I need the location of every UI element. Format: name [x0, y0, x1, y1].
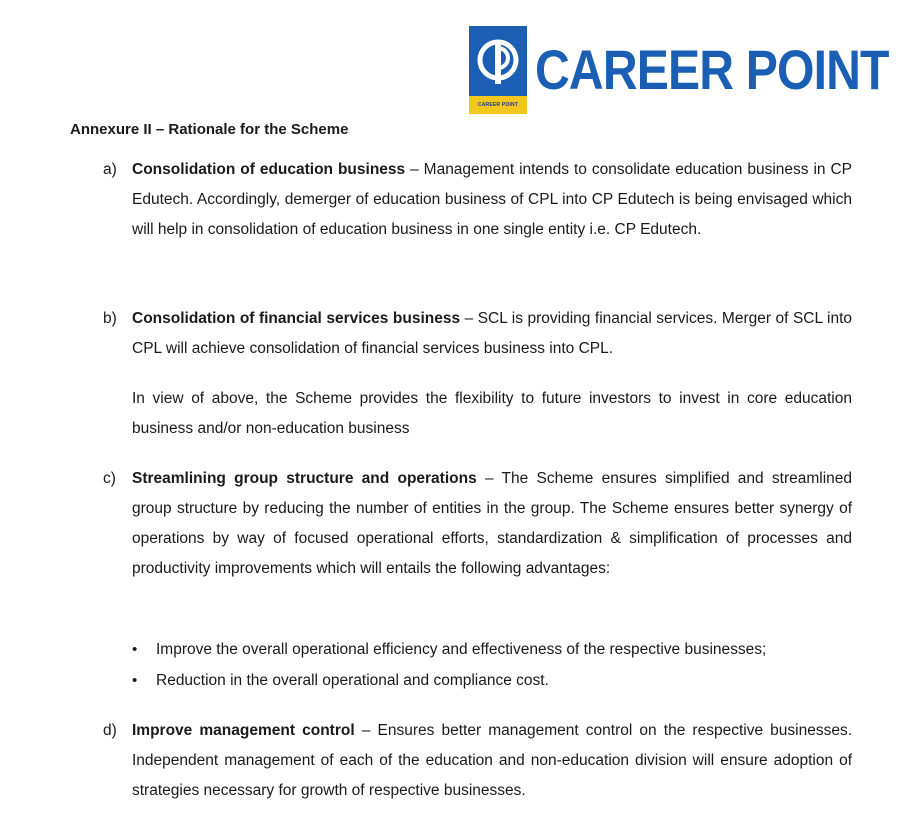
section-dash: – [476, 470, 502, 487]
bullet-icon: • [132, 641, 138, 658]
section-title: Consolidation of education business [132, 161, 406, 178]
section-d [103, 716, 852, 806]
section-dash: – [460, 310, 478, 327]
career-point-logo [469, 26, 889, 114]
list-item [132, 635, 852, 666]
section-title: Improve management control [132, 722, 355, 739]
section-text: Ensures better management control on the respective businesses. Independent management of each of the education and non-education division will ensure adoption of strategies necessary for growth of respective businesses. [132, 722, 853, 799]
annexure-heading: Annexure II – Rationale for the Scheme [70, 121, 349, 138]
career-point-emblem-icon [476, 34, 520, 90]
section-c [103, 464, 852, 584]
section-body [132, 716, 852, 806]
section-marker: d) [103, 722, 117, 739]
list-item [132, 666, 852, 697]
section-title: Streamlining group structure and operations [132, 470, 477, 487]
section-text: SCL is providing financial services. Merger of SCL into CPL will achieve consolidation of financial services business into CPL. [132, 310, 853, 357]
section-marker: c) [103, 470, 116, 487]
logo-badge [469, 26, 527, 114]
section-body [132, 464, 852, 584]
section-body [132, 155, 852, 245]
section-title: Consolidation of financial services business [132, 310, 461, 327]
list-item-text: Improve the overall operational efficiency and effectiveness of the respective businesses; [156, 641, 767, 658]
section-a [103, 155, 852, 245]
section-dash: – [354, 722, 378, 739]
section-text: The Scheme ensures simplified and streamlined group structure by reducing the number of entities in the group. The Scheme ensures better synergy of operations by way of focused operational efforts, standardization & simplification of processes and productivity improvements which will entails the following advantages: [132, 470, 853, 577]
logo-badge-label: CAREER POINT [469, 96, 527, 114]
section-marker: b) [103, 310, 117, 327]
section-text: Management intends to consolidate education business in CP Edutech. Accordingly, demerger of education business of CPL into CP Edutech is being envisaged which will help in consolidation of education business in one single entity i.e. CP Edutech. [132, 161, 853, 238]
section-b [103, 304, 852, 444]
list-item-text: Reduction in the overall operational and compliance cost. [156, 672, 549, 689]
bullet-icon: • [132, 672, 138, 689]
section-dash: – [405, 161, 424, 178]
section-extra-paragraph: In view of above, the Scheme provides the flexibility to future investors to invest in core education business and/or non-education business [132, 390, 852, 437]
section-body [132, 304, 852, 364]
section-marker: a) [103, 161, 117, 178]
advantages-list [132, 635, 852, 697]
logo-wordmark: CAREER POINT [535, 38, 889, 101]
